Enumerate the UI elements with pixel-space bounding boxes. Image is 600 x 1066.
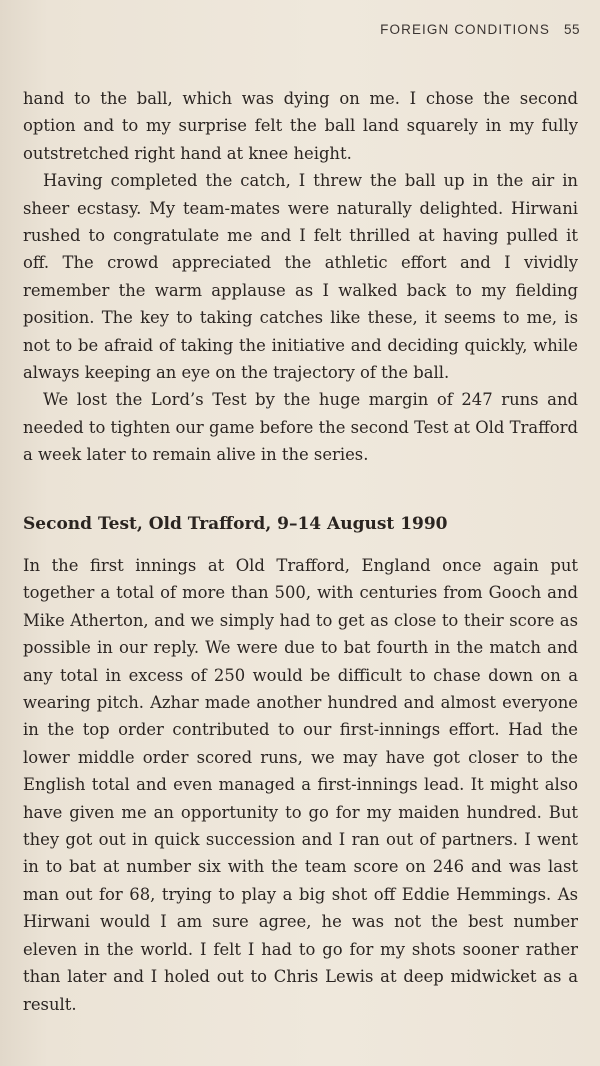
body-text-continued	[23, 85, 578, 469]
section-body-text	[23, 552, 578, 1018]
paragraph: Having completed the catch, I threw the ball up in the air in sheer ecstasy. My team-mates were naturally delighted. Hirwani rushed to congratulate me and I felt thrilled at having pulled it off. The crowd appreciated the athletic effort and I vividly remember the warm applause as I walked back to my fielding position. The key to taking catches like these, it seems to me, is not to be afraid of taking the initiative and deciding quickly, while always keeping an eye on the trajectory of the ball.	[23, 171, 578, 383]
paragraph: In the first innings at Old Trafford, England once again put together a total of more than 500, with centuries from Gooch and Mike Atherton, and we simply had to get as close to their score as possible in our reply. We were due to bat fourth in the match and any total in excess of 250 would be difficult to chase down on a wearing pitch. Azhar made another hundred and almost everyone in the top order contributed to our first-innings effort. Had the lower middle order scored runs, we may have got closer to the English total and even managed a first-innings lead. It might also have given me an opportunity to go for my maiden hundred. But they got out in quick succession and I ran out of partners. I went in to bat at number six with the team score on 246 and was last man out for 68, trying to play a big shot off Eddie Hemmings. As Hirwani would I am sure agree, he was not the best number eleven in the world. I felt I had to go for my shots sooner rather than later and I holed out to Chris Lewis at deep midwicket as a result.	[23, 556, 578, 1014]
running-head	[380, 22, 580, 37]
paragraph: We lost the Lord’s Test by the huge margin of 247 runs and needed to tighten our game before the second Test at Old Trafford a week later to remain alive in the series.	[23, 390, 578, 465]
section-heading: Second Test, Old Trafford, 9–14 August 1990	[23, 514, 448, 534]
page-number: 55	[563, 22, 580, 37]
chapter-title: FOREIGN CONDITIONS	[380, 22, 550, 37]
paragraph-continued: hand to the ball, which was dying on me. I chose the second option and to my surprise felt the ball land squarely in my fully outstretched right hand at knee height.	[23, 89, 578, 163]
